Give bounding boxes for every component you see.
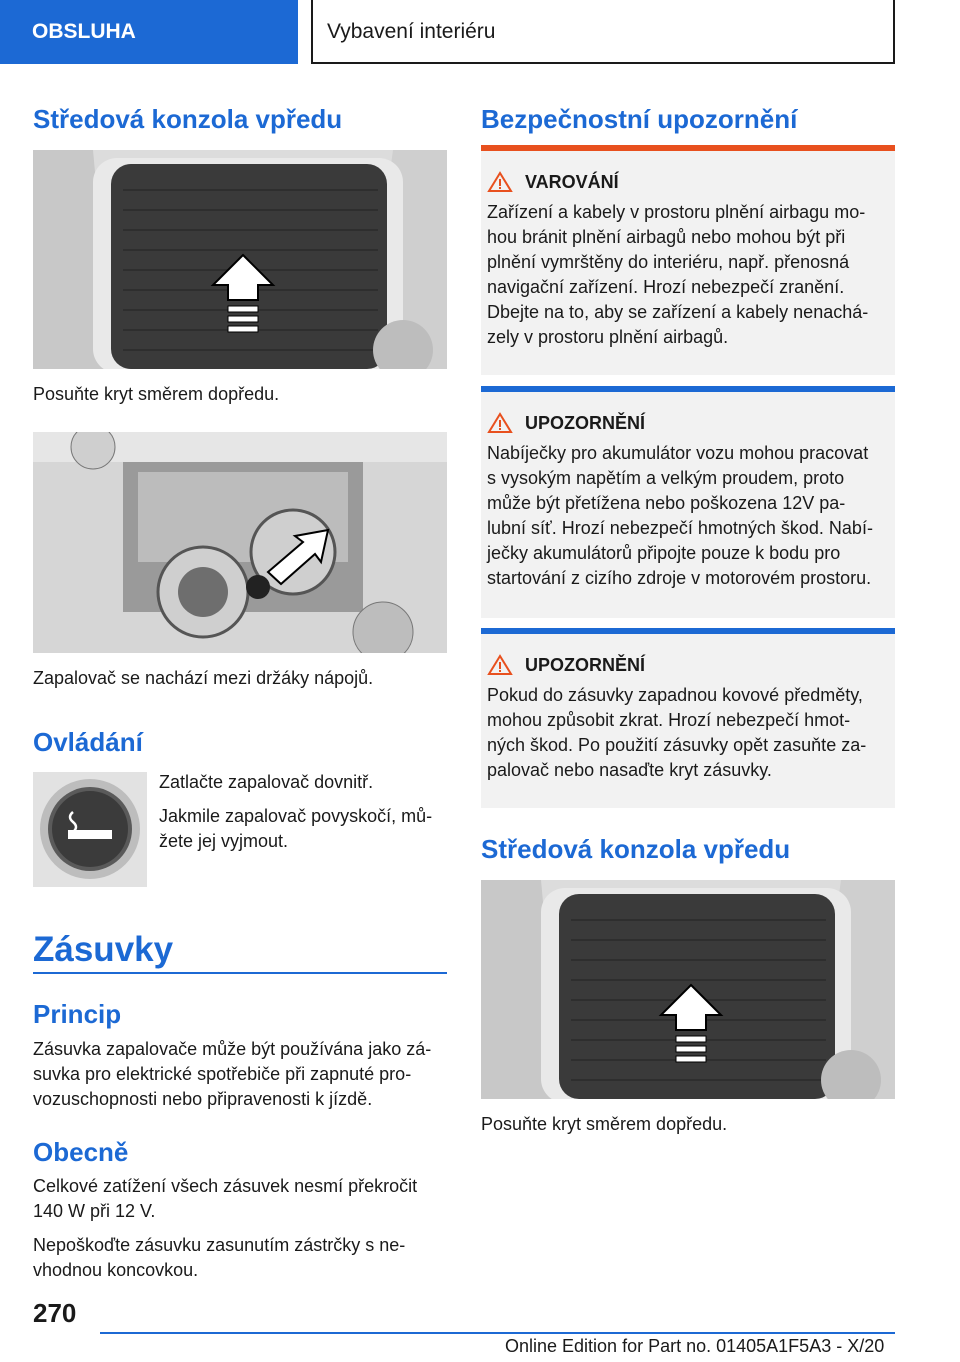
warning-box-1: [481, 145, 895, 375]
image-lighter-location: [33, 432, 447, 653]
footer-rule: [100, 1332, 895, 1334]
warning-box-3: [481, 628, 895, 808]
caption-2: Zapalovač se nachází mezi držáky nápojů.: [33, 668, 374, 688]
general-text-1: Celkové zatížení všech zásuvek nesmí překročit 140 W při 12 V.: [33, 1176, 418, 1221]
heading-general: Obecně: [33, 1137, 129, 1167]
warning-box-2: [481, 386, 895, 618]
image-console-cover-2: [481, 880, 895, 1099]
heading-principle: Princip: [33, 999, 122, 1029]
sockets-underline: [33, 972, 447, 974]
controls-step-2b: žete jej vyjmout.: [159, 831, 289, 851]
warning-bar-blue: [481, 386, 895, 392]
console-cover-illustration: [33, 150, 447, 369]
caption-1: Posuňte kryt směrem dopředu.: [33, 384, 280, 404]
warning-title-2: UPOZORNĚNÍ: [525, 412, 646, 433]
image-lighter-button: [33, 772, 147, 887]
controls-step-2a: Jakmile zapalovač povyskočí, mů‐: [159, 806, 433, 826]
section-tab: OBSLUHA: [0, 0, 298, 64]
footer-edition: Online Edition for Part no. 01405A1F5A3 - X/20: [505, 1336, 885, 1356]
principle-text: Zásuvka zapalovače může být používána jako zá‐ suvka pro elektrické spotřebiče při zapnuté pro‐ vozuschopnosti nebo připravenosti k jízdě.: [33, 1039, 432, 1109]
heading-console-right: Středová konzola vpředu: [481, 834, 791, 864]
caution-triangle-icon: [487, 654, 513, 676]
cigarette-lighter-icon: [33, 772, 147, 887]
heading-sockets: Zásuvky: [33, 930, 174, 969]
image-console-cover: [33, 150, 447, 369]
warning-text-2: Nabíječky pro akumulátor vozu mohou pracovat s vysokým napětím a velkým proudem, proto může být přetížena nebo poškozena 12V pa‐ lubní síť. Hrozí nebezpečí hmotných škod. Nabí‐ ječky akumulátorů připojte pouze k bodu pro startování z cizího zdroje v motorovém prostoru.: [487, 443, 873, 588]
warning-triangle-icon: [487, 171, 513, 193]
chapter-title: Vybavení interiéru: [311, 0, 895, 64]
page-number: 270: [33, 1298, 77, 1328]
warning-title-3: UPOZORNĚNÍ: [525, 654, 646, 675]
console-cover-illustration-2: [481, 880, 895, 1099]
warning-text-3: Pokud do zásuvky zapadnou kovové předměty, mohou způsobit zkrat. Hrozí nebezpečí hmot‐ ných škod. Po použití zásuvky opět zasuňte za‐ palovač nebo nasaďte kryt zásuvky.: [487, 685, 867, 780]
heading-safety: Bezpečnostní upozornění: [481, 104, 798, 134]
caution-triangle-icon: [487, 412, 513, 434]
general-text-2: Nepoškoďte zásuvku zasunutím zástrčky s ne‐ vhodnou koncovkou.: [33, 1235, 406, 1280]
warning-text-1: Zařízení a kabely v prostoru plnění airbagu mo‐ hou bránit plnění airbagů nebo mohou být při plnění vymrštěny do interiéru, např. přenosná navigační zařízení. Hrozí nebezpečí zranění. Dbejte na to, aby se zařízení a kabely nenachá‐ zely v prostoru plnění airbagů.: [487, 202, 869, 347]
controls-step-1: Zatlačte zapalovač dovnitř.: [159, 772, 374, 792]
warning-title-1: VAROVÁNÍ: [525, 171, 619, 192]
heading-console-left: Středová konzola vpředu: [33, 104, 343, 134]
warning-bar-blue-2: [481, 628, 895, 634]
caption-right: Posuňte kryt směrem dopředu.: [481, 1114, 728, 1134]
lighter-location-illustration: [33, 432, 447, 653]
heading-controls: Ovládání: [33, 727, 143, 757]
warning-bar-red: [481, 145, 895, 151]
